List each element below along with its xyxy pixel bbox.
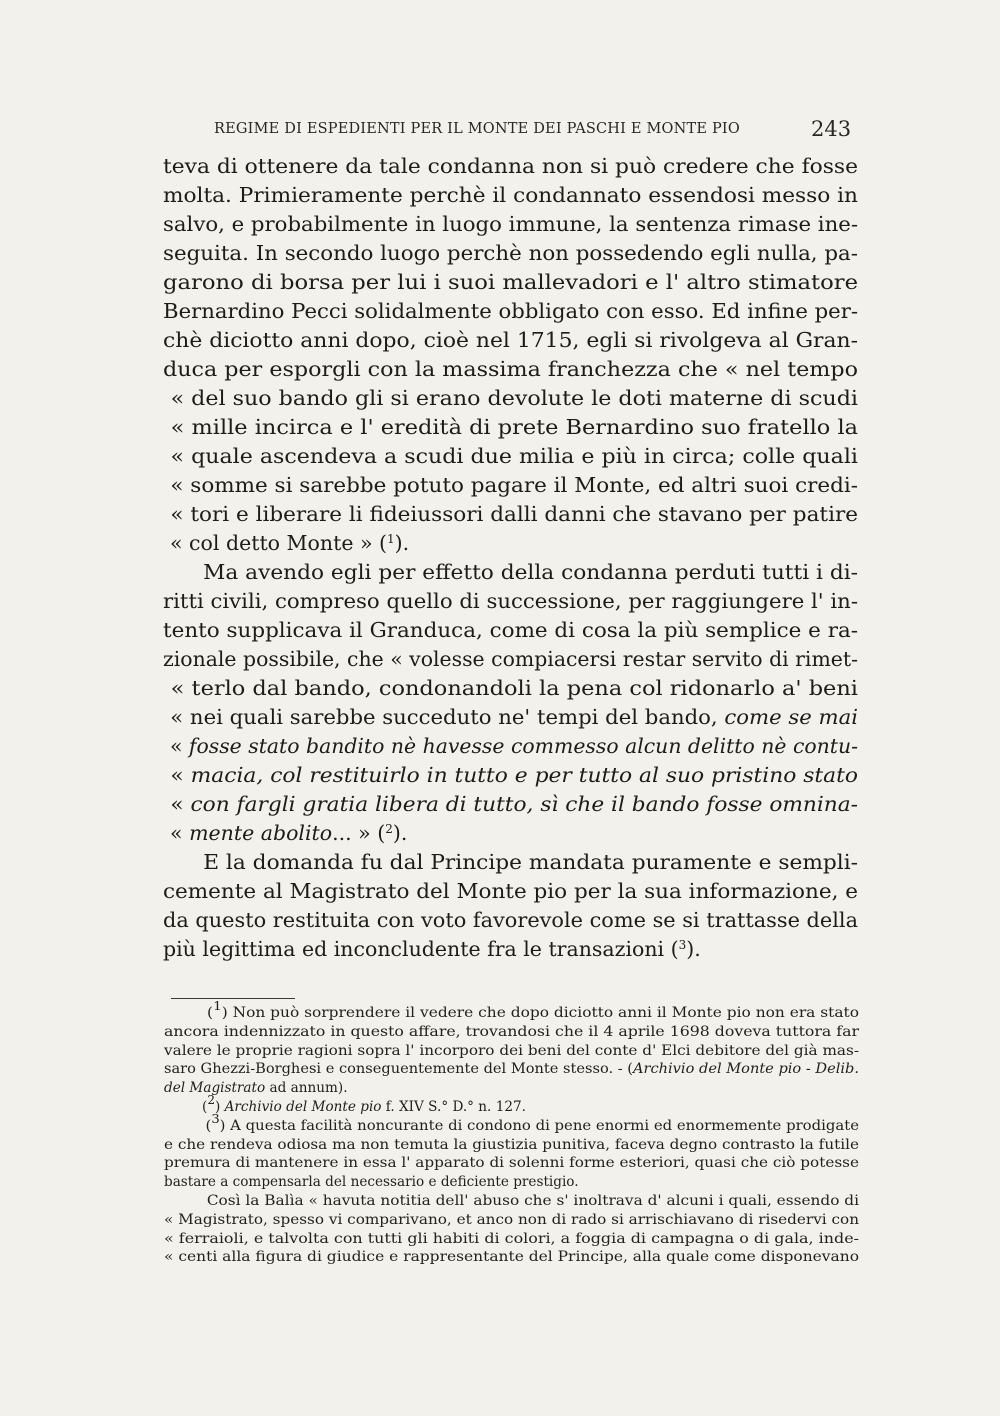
text-run: « centi alla figura di giudice e rappresentante del Principe, alla quale come disponevano	[164, 1249, 859, 1266]
text-run: duca per esporgli con la massima franchezza che « nel tempo	[163, 357, 858, 381]
text-run: « somme si sarebbe potuto pagare il Monte, ed altri suoi credi-	[170, 473, 858, 497]
main-text-block	[163, 152, 858, 964]
text-line-text	[163, 413, 858, 442]
text-run: ) A questa facilità noncurante di condono di pene enormi ed enormemente prodigate	[219, 1117, 859, 1134]
running-title: REGIME DI ESPEDIENTI PER IL MONTE DEI PASCHI E MONTE PIO	[214, 121, 740, 137]
footnote-marker: 3	[211, 1111, 220, 1126]
text-line-text	[163, 152, 858, 181]
text-line-text	[163, 906, 858, 935]
text-line	[163, 268, 858, 297]
footnote-line	[164, 1154, 859, 1173]
footnote-marker: 1	[213, 999, 222, 1013]
text-line-text	[163, 935, 701, 964]
footnote-line	[164, 1092, 859, 1117]
text-run: «	[170, 792, 191, 816]
text-line-text	[163, 384, 858, 413]
footnote-line-text	[164, 1023, 859, 1042]
text-run: tento supplicava il Granduca, come di cosa la più semplice e ra-	[163, 618, 858, 642]
text-run: e che rendeva odiosa ma non temuta la giustizia punitiva, faceva degno contrasto la futile	[164, 1136, 859, 1153]
text-run: ritti civili, compreso quello di successione, per raggiungere l' in-	[163, 589, 858, 613]
text-run: « nei quali sarebbe succeduto ne' tempi del bando,	[170, 705, 725, 729]
text-line-text	[163, 297, 858, 326]
text-line	[163, 297, 858, 326]
footnote-line	[164, 1248, 859, 1267]
text-line	[163, 442, 858, 471]
text-run: « del suo bando gli si erano devolute le doti materne di scudi	[170, 386, 858, 410]
text-line	[163, 500, 858, 529]
text-run: ).	[394, 531, 410, 555]
footnote-line-text	[164, 1248, 859, 1267]
text-run: «	[170, 821, 190, 845]
text-run: ).	[392, 821, 408, 845]
text-run: chè diciotto anni dopo, cioè nel 1715, egli si rivolgeva al Gran-	[163, 328, 858, 352]
text-line-text	[163, 471, 858, 500]
footnote-line-text	[164, 1211, 859, 1230]
italic-text: mente abolito	[189, 821, 333, 845]
footnote-line	[164, 1211, 859, 1230]
text-run: E la domanda fu dal Principe mandata puramente e sempli-	[203, 850, 858, 874]
footnote-line-text	[164, 1136, 859, 1155]
text-line	[163, 616, 858, 645]
text-run: bastare a compensarla del necessario e deficiente prestigio.	[164, 1174, 579, 1191]
text-run: ad annum).	[265, 1080, 348, 1097]
text-run: « ferraioli, e talvolta con tutti gli habiti di colori, a foggia di campagna o di gala, inde-	[164, 1230, 859, 1247]
footnote-line	[164, 1042, 859, 1061]
text-run: «	[170, 763, 191, 787]
page-number: 243	[811, 117, 852, 141]
footnote-separator	[171, 998, 295, 999]
text-line	[163, 587, 858, 616]
footnote-line	[164, 1079, 859, 1098]
italic-text: Archivio del Monte pio	[224, 1098, 382, 1115]
text-run: « col detto Monte » (	[170, 531, 388, 555]
text-line-text	[163, 529, 409, 558]
footnote-marker: 1	[387, 532, 395, 546]
text-line-text	[163, 210, 858, 239]
text-line	[163, 152, 858, 181]
footnote-line-text	[164, 1042, 859, 1061]
text-line-text	[163, 558, 858, 587]
text-line	[163, 239, 858, 268]
text-line	[163, 674, 858, 703]
footnote-line-text	[164, 1192, 859, 1211]
text-line	[163, 935, 858, 964]
text-line	[163, 645, 858, 674]
italic-text: fosse stato bandito nè havesse commesso alcun delitto nè contu-	[188, 734, 859, 758]
text-run: « terlo dal bando, condonandoli la pena col ridonarlo a' beni	[170, 676, 859, 700]
italic-text: macia, col restituirlo in tutto e per tutto al suo pristino stato	[190, 763, 858, 787]
text-line-text	[163, 500, 858, 529]
footnote-line	[164, 1023, 859, 1042]
text-run: seguita. In secondo luogo perchè non possedendo egli nulla, pa-	[163, 241, 859, 265]
text-run: valere le proprie ragioni sopra l' incorporo dei beni del conte d' Elci debitore del già mas-	[164, 1042, 859, 1059]
text-line	[163, 210, 858, 239]
text-run: ancora indennizzato in questo affare, trovandosi che il 4 aprile 1698 doveva tuttora far	[164, 1023, 859, 1040]
text-line	[163, 790, 858, 819]
text-line-text	[163, 355, 858, 384]
italic-text: con fargli gratia libera di tutto, sì che il bando fosse omnina-	[190, 792, 858, 816]
text-line	[163, 384, 858, 413]
text-line	[163, 732, 858, 761]
footnote-line	[164, 1111, 859, 1136]
text-run: garono di borsa per lui i suoi mallevadori e l' altro stimatore	[163, 270, 858, 294]
footnote-line	[164, 1136, 859, 1155]
footnote-line-text	[164, 999, 860, 1023]
footnote-line-text	[164, 1060, 859, 1079]
text-line	[163, 355, 858, 384]
text-line-text	[163, 674, 858, 703]
text-run: Bernardino Pecci solidalmente obbligato con esso. Ed infine per-	[163, 299, 859, 323]
text-run: Così la Balìa « havuta notitia dell' abuso che s' inoltrava d' alcuni i quali, essendo di	[206, 1192, 859, 1209]
footnote-marker: 3	[678, 938, 687, 952]
text-line	[163, 819, 858, 848]
footnote-line-text	[164, 1079, 348, 1098]
text-run: ).	[686, 937, 701, 961]
text-line-text	[163, 819, 407, 848]
text-run: (	[205, 1117, 212, 1134]
text-line-text	[163, 761, 858, 790]
text-line	[163, 529, 858, 558]
text-run: teva di ottenere da tale condanna non si può credere che fosse	[163, 154, 858, 178]
text-line-text	[163, 732, 858, 761]
footnote-line	[164, 1060, 859, 1079]
text-line-text	[163, 848, 858, 877]
text-run: « tori e liberare li fideiussori dalli danni che stavano per patire	[170, 502, 859, 526]
text-run: zionale possibile, che « volesse compiacersi restar servito di rimet-	[163, 647, 858, 671]
text-run: f. XIV S.° D.° n. 127.	[381, 1098, 526, 1115]
text-line-text	[163, 616, 858, 645]
text-line-text	[163, 268, 858, 297]
text-line-text	[163, 645, 858, 674]
text-run: (	[207, 1005, 214, 1021]
italic-text: come se mai	[724, 705, 858, 729]
text-run: salvo, e probabilmente in luogo immune, la sentenza rimase ine-	[163, 212, 858, 236]
text-line	[163, 181, 858, 210]
text-line	[163, 877, 858, 906]
text-run: saro Ghezzi-Borghesi e conseguentemente del Monte stesso. - (	[164, 1061, 633, 1078]
text-run: «	[169, 734, 189, 758]
footnote-line-text	[164, 1154, 859, 1173]
text-run: da questo restituita con voto favorevole come se si trattasse della	[163, 908, 858, 932]
text-line	[163, 471, 858, 500]
text-run: molta. Primieramente perchè il condannato essendosi messo in	[163, 183, 858, 207]
text-run: più legittima ed inconcludente fra le transazioni (	[163, 937, 679, 961]
footnotes-block	[164, 999, 860, 1267]
text-run: « quale ascendeva a scudi due milia e più in circa; colle quali	[170, 444, 859, 468]
text-run: ... » (	[332, 821, 386, 845]
footnote-marker: 2	[385, 822, 393, 836]
text-line	[163, 558, 858, 587]
text-line	[163, 848, 858, 877]
text-line-text	[163, 587, 858, 616]
footnote-marker: 2	[207, 1092, 215, 1107]
italic-text: del Magistrato	[164, 1080, 266, 1097]
text-line-text	[163, 877, 858, 906]
text-run: cemente al Magistrato del Monte pio per la sua informazione, e	[163, 879, 859, 903]
text-run: Ma avendo egli per effetto della condanna perduti tutti i di-	[203, 560, 858, 584]
footnote-line-text	[164, 1230, 859, 1249]
footnote-line	[164, 1192, 859, 1211]
text-run: premura di mantenere in essa l' apparato di solenni forme esteriori, quasi che ciò potesse	[164, 1155, 859, 1172]
text-run: « Magistrato, spesso vi comparivano, et anco non di rado si arrischiavano di risedervi con	[164, 1211, 859, 1228]
text-line-text	[163, 181, 858, 210]
text-line	[163, 326, 858, 355]
text-line	[163, 703, 858, 732]
text-line	[163, 413, 858, 442]
text-line-text	[163, 326, 858, 355]
footnote-line-text	[164, 1111, 859, 1136]
footnote-line	[164, 1230, 859, 1249]
text-line-text	[163, 790, 858, 819]
text-run: )	[214, 1098, 225, 1115]
text-line	[163, 906, 858, 935]
footnote-line	[164, 999, 860, 1023]
text-run: ) Non può sorprendere il vedere che dopo diciotto anni il Monte pio non era stato	[221, 1005, 860, 1021]
footnote-line	[164, 1173, 859, 1192]
text-run: (	[202, 1098, 208, 1115]
footnote-line-text	[164, 1173, 579, 1192]
italic-text: Archivio del Monte pio - Delib.	[632, 1061, 859, 1078]
text-run: « mille incirca e l' eredità di prete Bernardino suo fratello la	[170, 415, 858, 439]
text-line	[163, 761, 858, 790]
text-line-text	[163, 703, 858, 732]
text-line-text	[163, 442, 858, 471]
text-line-text	[163, 239, 858, 268]
